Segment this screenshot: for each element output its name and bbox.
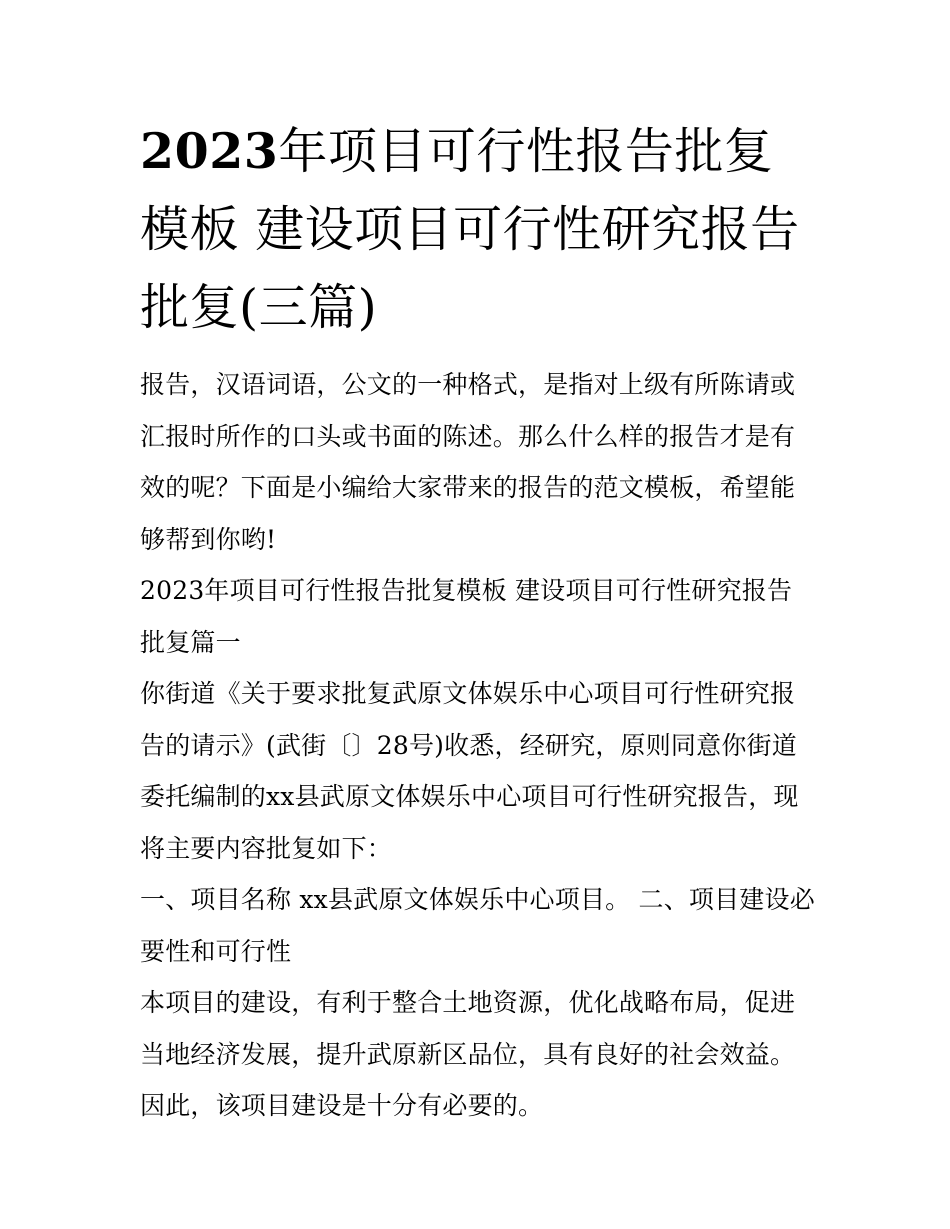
intro-paragraph: 报告，汉语词语，公文的一种格式，是指对上级有所陈请或汇报时所作的口头或书面的陈述。那么什么样的报告才是有效的呢？下面是小编给大家带来的报告的范文模板，希望能够帮到你哟!: [140, 370, 796, 554]
body-paragraph: 本项目的建设，有利于整合土地资源，优化战略布局，促进当地经济发展，提升武原新区品位，具有良好的社会效益。因此，该项目建设是十分有必要的。: [140, 988, 796, 1120]
body-paragraph: 一、项目名称 xx县武原文体娱乐中心项目。 二、项目建设必要性和可行性: [140, 885, 815, 966]
section-heading: 2023年项目可行性报告批复模板 建设项目可行性研究报告批复篇一: [140, 576, 793, 657]
document-title: 2023年项目可行性报告批复模板 建设项目可行性研究报告批复(三篇): [140, 122, 800, 336]
document-body: [140, 112, 815, 1132]
body-paragraph: 你街道《关于要求批复武原文体娱乐中心项目可行性研究报告的请示》(武街〔〕28号)收悉，经研究，原则同意你街道委托编制的xx县武原文体娱乐中心项目可行性研究报告，现将主要内容批复如下：: [140, 679, 799, 863]
